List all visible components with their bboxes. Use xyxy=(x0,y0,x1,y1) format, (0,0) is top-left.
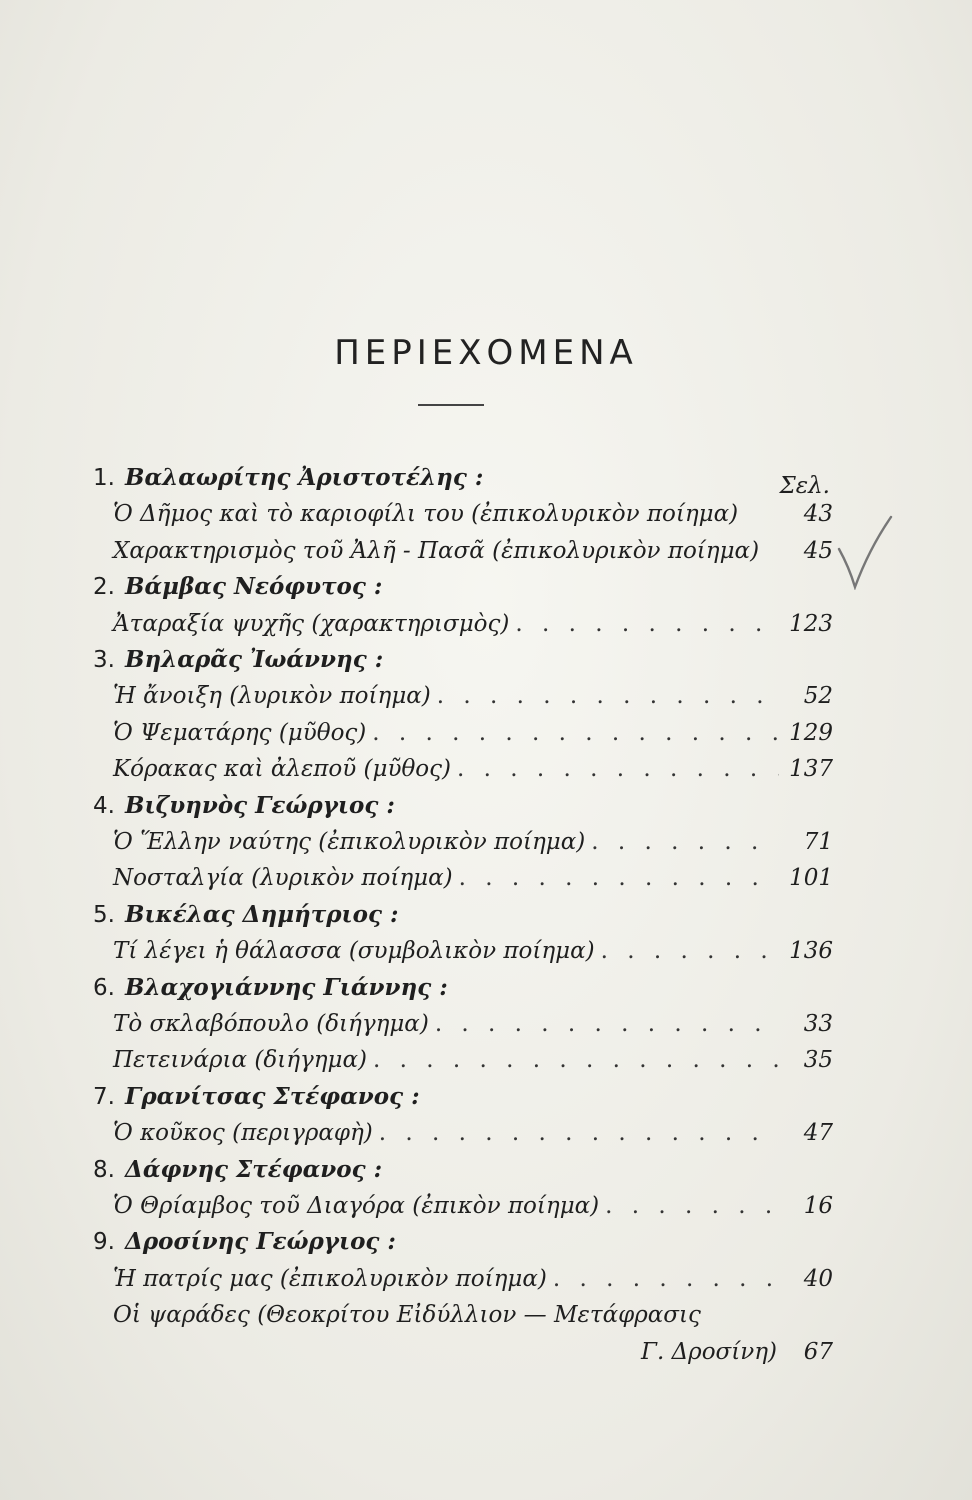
toc-entry-title: Πετεινάρια (διήγημα) xyxy=(113,1047,367,1074)
toc-author xyxy=(75,970,775,1006)
toc-entry xyxy=(113,1297,833,1333)
toc-entry-page: 40 xyxy=(803,1265,833,1292)
toc-author-name: Γρανίτσας Στέφανος : xyxy=(125,1082,420,1110)
toc-entry-page: 67 xyxy=(803,1338,833,1365)
toc-author-number: 2. xyxy=(93,574,115,601)
dot-leader xyxy=(373,1042,779,1078)
toc-author-number: 4. xyxy=(93,792,115,819)
toc-entry-title: Ὁ κοῦκος (περιγραφὴ) xyxy=(113,1120,373,1147)
toc-entry-title: Τὸ σκλαβόπουλο (διήγημα) xyxy=(113,1011,429,1037)
dot-leader xyxy=(379,1115,779,1151)
toc-author-name: Βηλαρᾶς Ἰωάννης : xyxy=(125,646,384,673)
toc-author-name: Βιζυηνὸς Γεώργιος : xyxy=(125,791,395,819)
toc-entry xyxy=(113,678,833,714)
dot-leader xyxy=(435,1006,779,1042)
toc-entry xyxy=(113,715,833,751)
toc-entry-title: Νοσταλγία (λυρικὸν ποίημα) xyxy=(113,865,453,892)
toc-entry xyxy=(113,860,833,896)
toc-author-number: 7. xyxy=(93,1083,115,1110)
toc-entry-page: 129 xyxy=(789,719,833,746)
toc-entry xyxy=(113,1115,833,1151)
toc-entry-title: Τί λέγει ἡ θάλασσα (συμβολικὸν ποίημα) xyxy=(113,938,595,965)
toc-entry xyxy=(113,933,833,969)
toc-author-name: Βάμβας Νεόφυτος : xyxy=(125,573,383,601)
dot-leader xyxy=(601,933,779,969)
dot-leader xyxy=(459,860,779,896)
toc-entry xyxy=(113,533,833,569)
toc-author-name: Βλαχογιάννης Γιάννης : xyxy=(125,973,448,1001)
toc-entry-title: Ὁ Δῆμος καὶ τὸ καριοφίλι του (ἐπικολυρικὸν ποίημα) xyxy=(113,501,739,528)
dot-leader xyxy=(605,1188,779,1224)
toc-entry xyxy=(113,751,833,787)
toc-author xyxy=(75,642,775,678)
toc-entry-page: 137 xyxy=(789,756,833,783)
toc-entry-page: 136 xyxy=(789,938,833,965)
page-title: ΠΕΡΙΕΧΟΜΕΝΑ xyxy=(334,333,638,373)
toc-entry xyxy=(113,1006,833,1042)
toc-entry-title: Οἱ ψαράδες (Θεοκρίτου Εἰδύλλιον — Μετάφρασις xyxy=(113,1302,701,1329)
toc-entry-page: 71 xyxy=(803,829,833,855)
toc-author xyxy=(75,1224,775,1260)
toc-author-name: Δροσίνης Γεώργιος : xyxy=(125,1228,396,1256)
toc-entry xyxy=(113,824,833,860)
toc-entry-page: 16 xyxy=(803,1193,833,1219)
toc-author-number: 6. xyxy=(93,974,115,1001)
toc-entry-title: Ὁ Ψεματάρης (μῦθος) xyxy=(113,719,367,746)
toc-entry-page: 101 xyxy=(789,865,833,892)
dot-leader xyxy=(591,824,779,860)
toc-entry-page: 47 xyxy=(803,1120,833,1147)
toc-author xyxy=(75,788,775,824)
toc-entry-title: Ἡ πατρίς μας (ἐπικολυρικὸν ποίημα) xyxy=(113,1265,547,1292)
toc-author xyxy=(75,569,775,605)
toc-author xyxy=(75,460,775,496)
dot-leader xyxy=(372,715,779,751)
toc-entry-page: 45 xyxy=(803,537,833,564)
toc-author-number: 1. xyxy=(93,465,115,491)
toc-entry-title: Ἀταραξία ψυχῆς (χαρακτηρισμὸς) xyxy=(113,610,510,637)
toc-entry xyxy=(113,1042,833,1078)
toc-entry-continuation xyxy=(113,1334,833,1370)
toc-author-number: 5. xyxy=(93,901,115,928)
dot-leader xyxy=(553,1261,779,1297)
toc-author-name: Βικέλας Δημήτριος : xyxy=(125,900,399,928)
toc-entry-title: Χαρακτηρισμὸς τοῦ Ἀλῆ - Πασᾶ (ἐπικολυρικὸν ποίημα) xyxy=(113,537,760,564)
dot-leader xyxy=(437,678,779,714)
toc-entry-title: Ὁ Ἕλλην ναύτης (ἐπικολυρικὸν ποίημα) xyxy=(113,829,586,855)
dot-leader xyxy=(515,606,779,642)
toc-entry-title: Ὁ Θρίαμβος τοῦ Διαγόρα (ἐπικὸν ποίημα) xyxy=(113,1193,600,1219)
toc-entry-title: Κόρακας καὶ ἀλεποῦ (μῦθος) xyxy=(113,756,451,783)
toc-author xyxy=(75,1079,775,1115)
toc-entry-page: 123 xyxy=(789,610,833,637)
dot-leader xyxy=(457,751,779,787)
toc-author xyxy=(75,1152,775,1188)
toc-author xyxy=(75,897,775,933)
pages-column-label: Σελ. xyxy=(779,473,830,499)
toc-entry xyxy=(113,606,833,642)
toc-entry-page: 52 xyxy=(803,683,833,710)
toc-entry-page: 43 xyxy=(803,501,833,528)
toc-author-number: 3. xyxy=(93,647,115,673)
toc-entry xyxy=(113,1188,833,1224)
toc-entry-page: 33 xyxy=(803,1011,833,1037)
toc-entry xyxy=(113,496,833,532)
toc-entry-title: Γ. Δροσίνη) xyxy=(640,1338,777,1365)
toc-author-name: Δάφνης Στέφανος : xyxy=(125,1155,383,1183)
toc-author-number: 9. xyxy=(93,1229,115,1256)
toc-author-number: 8. xyxy=(93,1156,115,1183)
toc-entry-page: 35 xyxy=(803,1047,833,1074)
toc-author-name: Βαλαωρίτης Ἀριστοτέλης : xyxy=(125,464,484,491)
toc-entry xyxy=(113,1261,833,1297)
toc-entry-title: Ἡ ἄνοιξη (λυρικὸν ποίημα) xyxy=(113,683,431,710)
